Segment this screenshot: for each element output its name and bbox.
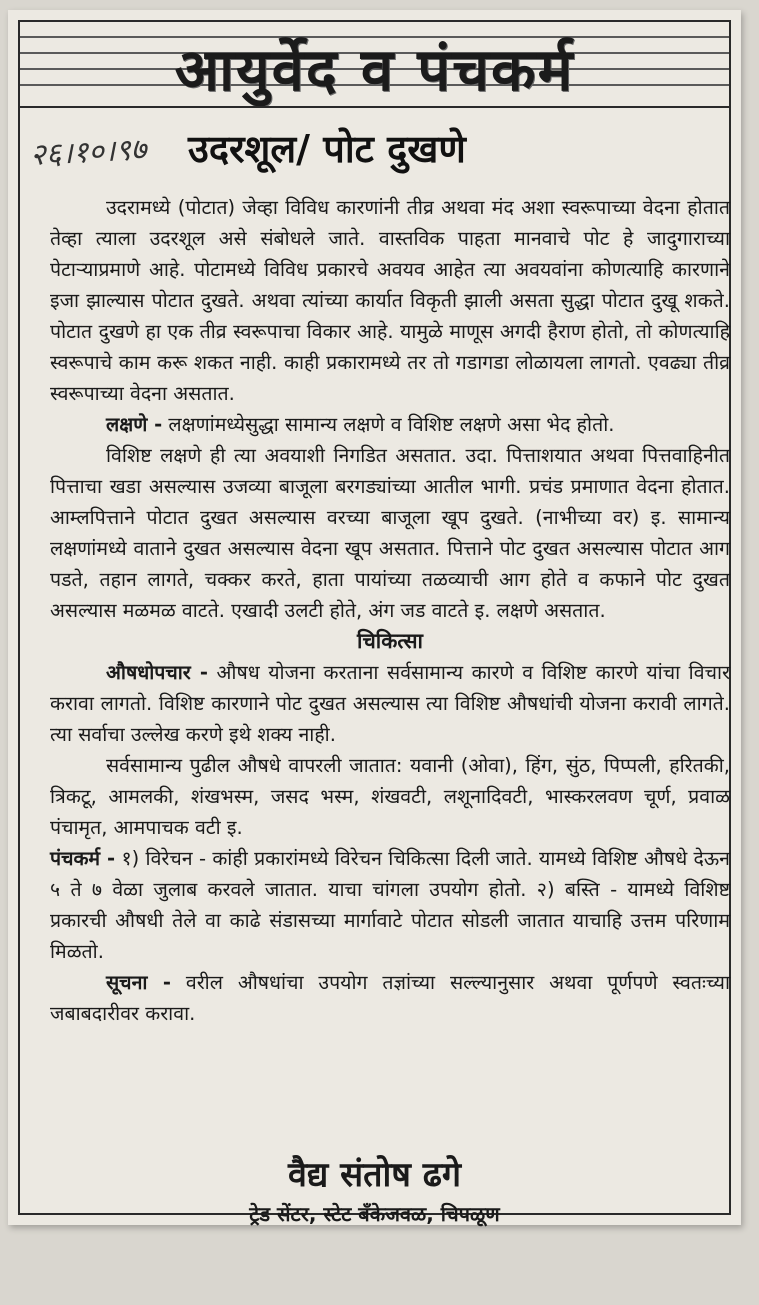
note-label: सूचना - (106, 971, 171, 994)
note-paragraph (50, 967, 730, 1029)
panchakarma-text: १) विरेचन - कांही प्रकारांमध्ये विरेचन चिकित्सा दिली जाते. यामध्ये विशिष्ट औषधे देऊन ५ ते ७ वेळा जुलाब करवले जातात. याचा चांगला उपयोग होतो. २) बस्ति - यामध्ये विशिष्ट प्रकारची औषधी तेले वा काढे संडासच्या मार्गावाटे पोटात सोडली जातात याचाहि उत्तम परिणाम मिळतो. (50, 847, 731, 963)
medicine-text: औषध योजना करताना सर्वसामान्य कारणे व विशिष्ट कारणे यांचा विचार करावा लागतो. विशिष्ट कारणाने पोट दुखत असल्यास त्या विशिष्ट औषधांची योजना करावी लागते. त्या सर्वाचा उल्लेख करणे इथे शक्य नाही. (50, 661, 730, 746)
symptoms-text: लक्षणांमध्येसुद्धा सामान्य लक्षणे व विशिष्ट लक्षणे असा भेद होतो. (162, 413, 615, 436)
medicine-label: औषधोपचार - (106, 661, 208, 684)
article-title: उदरशूल/ पोट दुखणे (188, 127, 466, 171)
author-name: वैद्य संतोष ढगे (287, 1155, 462, 1195)
general-medicines-paragraph: सर्वसामान्य पुढील औषधे वापरली जातात: यवानी (ओवा), हिंग, सुंठ, पिप्पली, हरितकी, त्रिकटू, आमलकी, शंखभस्म, जसद भस्म, शंखवटी, लशूनादिवटी, भास्करलवण चूर्ण, प्रवाळ पंचामृत, आमपाचक वटी इ. (50, 754, 730, 839)
handwritten-date: २६।१०।९७ (29, 131, 148, 174)
column-title: आयुर्वेद व पंचकर्म (174, 36, 575, 104)
medicine-paragraph (50, 657, 730, 750)
author-address: ट्रेड सेंटर, स्टेट बँकेजवळ, चिपळूण (249, 1202, 500, 1226)
symptoms-paragraph (50, 409, 730, 440)
note-text: वरील औषधांचा उपयोग तज्ञांच्या सल्ल्यानुसार अथवा पूर्णपणे स्वतःच्या जबाबदारीवर करावा. (50, 971, 730, 1025)
column-header (20, 22, 729, 108)
newspaper-clipping (8, 10, 741, 1225)
article-body (50, 192, 730, 1029)
panchakarma-paragraph (50, 843, 730, 967)
intro-paragraph: उदरामध्ये (पोटात) जेव्हा विविध कारणांनी तीव्र अथवा मंद अशा स्वरूपाच्या वेदना होतात तेव्हा त्याला उदरशूल असे संबोधले जाते. वास्तविक पाहता मानवाचे पोट हे जादुगाराच्या पेटाऱ्याप्रमाणे आहे. पोटामध्ये विविध प्रकारचे अवयव आहेत त्या अवयवांना कोणत्याहि कारणाने इजा झाल्यास पोटात दुखते. अथवा त्यांच्या कार्यात विकृती झाली असता सुद्धा पोटात दुखू शकते. पोटात दुखणे हा एक तीव्र स्वरूपाचा विकार आहे. यामुळे माणूस अगदी हैराण होतो, तो कोणत्याहि स्वरूपाचे काम करू शकत नाही. काही प्रकारामध्ये तर तो गडागडा लोळायला लागतो. एवढ्या तीव्र स्वरूपाच्या वेदना असतात. (50, 196, 730, 405)
symptoms-label: लक्षणे - (106, 413, 163, 436)
panchakarma-label: पंचकर्म - (50, 847, 116, 870)
treatment-heading: चिकित्सा (357, 629, 423, 653)
symptoms-detail-paragraph: विशिष्ट लक्षणे ही त्या अवयाशी निगडित असतात. उदा. पित्ताशयात अथवा पित्तवाहिनीत पित्ताचा खडा असल्यास उजव्या बाजूला बरगड्यांच्या आतील भागी. प्रचंड प्रमाणात वेदना होतात. आम्लपित्ताने पोटात दुखत असल्यास वरच्या बाजूला खूप दुखते. (नाभीच्या वर) इ. सामान्य लक्षणांमध्ये वाताने दुखत असल्यास वेदना खूप असतात. पित्ताने पोट दुखत असल्यास पोटात आग पडते, तहान लागते, चक्कर करते, हाता पायांच्या तळव्याची आग होते व कफाने पोट दुखत असल्यास मळमळ वाटते. एखादी उलटी होते, अंग जड वाटते इ. लक्षणे असतात. (50, 444, 730, 622)
